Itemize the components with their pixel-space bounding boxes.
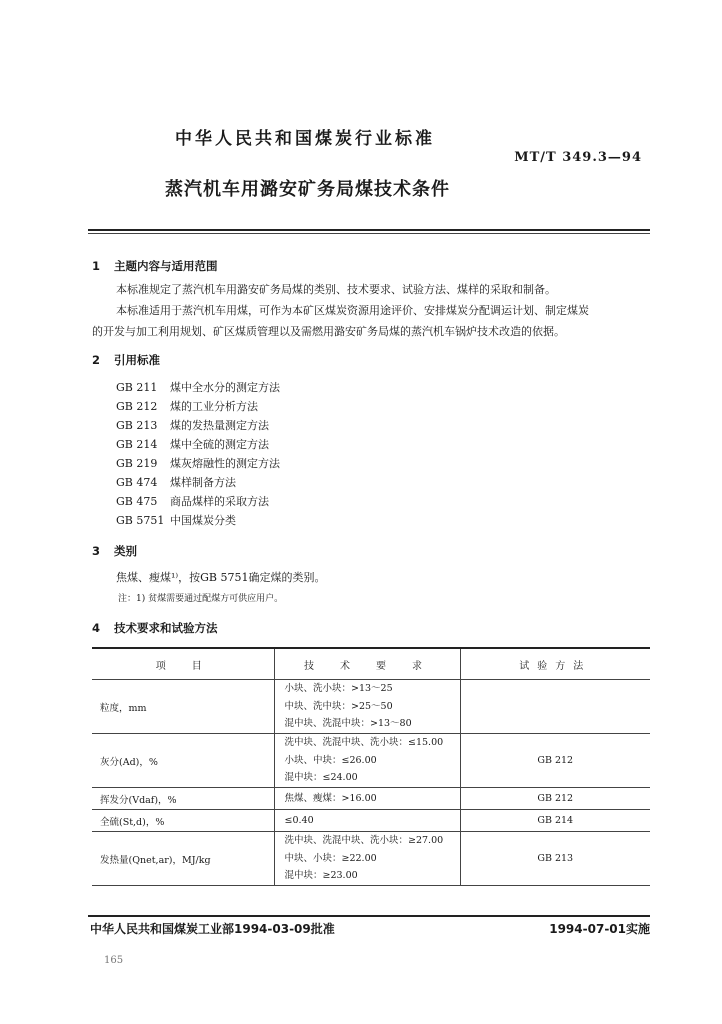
- section-number: 4: [92, 621, 101, 635]
- section-4-heading: [92, 620, 218, 636]
- table-header-row: [92, 648, 650, 680]
- section-1-paragraph-2-line-2: 的开发与加工利用规划、矿区煤质管理以及需燃用潞安矿务局煤的蒸汽机车锅炉技术改造的依据。: [92, 325, 565, 338]
- section-title: 引用标准: [114, 353, 160, 367]
- header-test-method: 试验方法: [460, 648, 650, 680]
- header-divider: [88, 229, 650, 231]
- table-row: [92, 680, 650, 734]
- section-3-footnote: 注：1) 贫煤需要通过配煤方可供应用户。: [118, 594, 284, 604]
- technical-requirements-table: [92, 647, 650, 886]
- row-method: GB 212: [460, 734, 650, 788]
- row-method: [460, 680, 650, 734]
- section-2-heading: [92, 352, 160, 368]
- section-title: 主题内容与适用范围: [114, 259, 218, 273]
- section-1-heading: [92, 258, 218, 274]
- row-item: 粒度，mm: [92, 680, 274, 734]
- page-number: 165: [104, 955, 124, 966]
- footer-divider: [88, 915, 650, 917]
- section-title: 技术要求和试验方法: [114, 621, 218, 635]
- table-row: [92, 832, 650, 886]
- reference-item: GB 5751 中国煤炭分类: [116, 514, 236, 527]
- header-item: 项 目: [92, 648, 274, 680]
- section-title: 类别: [114, 544, 137, 558]
- reference-item: GB 474 煤样制备方法: [116, 476, 236, 489]
- reference-item: GB 475 商品煤样的采取方法: [116, 495, 269, 508]
- section-1-paragraph-2-line-1: 本标准适用于蒸汽机车用煤，可作为本矿区煤炭资源用途评价、安排煤炭分配调运计划、制定煤炭: [116, 304, 589, 317]
- reference-item: GB 211 煤中全水分的测定方法: [116, 381, 280, 394]
- row-method: GB 212: [460, 788, 650, 810]
- section-number: 2: [92, 353, 101, 367]
- header-requirement: 技 术 要 求: [274, 648, 460, 680]
- standard-code: MT/T 349.3—94: [514, 150, 642, 165]
- row-method: GB 214: [460, 810, 650, 832]
- table-row: [92, 734, 650, 788]
- row-spec: 焦煤、瘦煤：>16.00: [274, 788, 460, 810]
- effective-date: 1994-07-01实施: [549, 922, 650, 936]
- section-number: 3: [92, 544, 101, 558]
- section-number: 1: [92, 259, 101, 273]
- document-title: 蒸汽机车用潞安矿务局煤技术条件: [165, 179, 450, 200]
- row-spec: 小块、洗小块：>13～25 中块、洗中块：>25～50 混中块、洗混中块：>13～80: [274, 680, 460, 734]
- row-item: 挥发分(Vdaf)，%: [92, 788, 274, 810]
- row-spec: ≤0.40: [274, 810, 460, 832]
- table-row: [92, 810, 650, 832]
- reference-item: GB 212 煤的工业分析方法: [116, 400, 258, 413]
- reference-item: GB 219 煤灰熔融性的测定方法: [116, 457, 280, 470]
- approval-line: 中华人民共和国煤炭工业部1994-03-09批准: [90, 922, 335, 936]
- row-item: 发热量(Qnet,ar)，MJ/kg: [92, 832, 274, 886]
- header-divider-thin: [88, 233, 650, 234]
- standard-category-title: 中华人民共和国煤炭行业标准: [175, 129, 435, 149]
- row-spec: 洗中块、洗混中块、洗小块：≥27.00 中块、小块：≥22.00 混中块：≥23.00: [274, 832, 460, 886]
- row-spec: 洗中块、洗混中块、洗小块：≤15.00 小块、中块：≤26.00 混中块：≤24.00: [274, 734, 460, 788]
- table-row: [92, 788, 650, 810]
- section-1-paragraph-1: 本标准规定了蒸汽机车用潞安矿务局煤的类别、技术要求、试验方法、煤样的采取和制备。: [116, 283, 556, 296]
- reference-item: GB 213 煤的发热量测定方法: [116, 419, 269, 432]
- section-3-heading: [92, 543, 137, 559]
- reference-item: GB 214 煤中全硫的测定方法: [116, 438, 269, 451]
- row-item: 灰分(Ad)，%: [92, 734, 274, 788]
- row-method: GB 213: [460, 832, 650, 886]
- row-item: 全硫(St,d)，%: [92, 810, 274, 832]
- section-3-text: 焦煤、瘦煤¹⁾，按GB 5751确定煤的类别。: [116, 571, 326, 584]
